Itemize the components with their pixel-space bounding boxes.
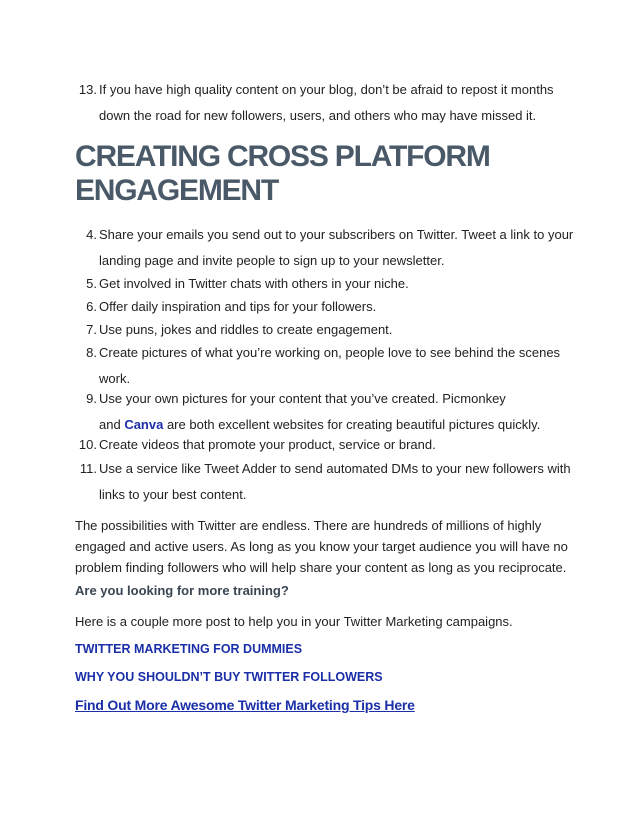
list-text-line1: Create pictures of what you’re working on, people love to see behind the scenes — [99, 345, 561, 360]
link-twitter-marketing-for-dummies[interactable]: TWITTER MARKETING FOR DUMMIES — [75, 642, 303, 656]
list-text-line1: Use a service like Tweet Adder to send automated DMs to your new followers with — [99, 461, 571, 476]
list-text-line2: landing page and invite people to sign up to your newsletter. — [99, 253, 445, 268]
heading-line1: CREATING CROSS PLATFORM — [75, 140, 490, 173]
line2-prefix: and — [99, 417, 125, 432]
training-question: Are you looking for more training? — [75, 583, 289, 598]
body-paragraph — [75, 515, 575, 578]
section-heading — [75, 140, 595, 208]
list-text-line2: work. — [99, 371, 131, 386]
list-number: 4. — [86, 227, 97, 242]
list-number: 11. — [79, 461, 97, 476]
paragraph-line3: problem finding followers who will help share your content as long as you reciprocate. — [75, 560, 567, 575]
list-text-line1: Get involved in Twitter chats with others in your niche. — [99, 276, 409, 291]
list-number: 7. — [86, 322, 97, 337]
paragraph-line1: The possibilities with Twitter are endless. There are hundreds of millions of highly — [75, 518, 542, 533]
list-number: 6. — [86, 299, 97, 314]
list-text-line2: down the road for new followers, users, and others who may have missed it. — [99, 108, 537, 123]
links-intro: Here is a couple more post to help you in your Twitter Marketing campaigns. — [75, 614, 513, 629]
link-why-you-shouldnt-buy-followers[interactable]: WHY YOU SHOULDN’T BUY TWITTER FOLLOWERS — [75, 670, 383, 684]
list-text-line1: Create videos that promote your product, service or brand. — [99, 437, 436, 452]
line2-suffix: are both excellent websites for creating beautiful pictures quickly. — [163, 417, 541, 432]
list-number: 8. — [86, 345, 97, 360]
list-text-line1: Offer daily inspiration and tips for your followers. — [99, 299, 377, 314]
list-text-line1: Use puns, jokes and riddles to create engagement. — [99, 322, 393, 337]
list-text-line2: links to your best content. — [99, 487, 247, 502]
canva-link[interactable]: Canva — [124, 417, 164, 432]
list-text-line1: Share your emails you send out to your subscribers on Twitter. Tweet a link to your — [99, 227, 574, 242]
paragraph-line2: engaged and active users. As long as you know your target audience you will have no — [75, 539, 568, 554]
list-number: 13. — [78, 82, 97, 97]
list-number: 9. — [86, 391, 97, 406]
list-text-line1: Use your own pictures for your content that you’ve created. Picmonkey — [99, 391, 506, 406]
heading-line2: ENGAGEMENT — [75, 174, 279, 207]
list-number: 10. — [78, 437, 97, 452]
list-text-line1: If you have high quality content on your blog, don’t be afraid to repost it months — [99, 82, 554, 97]
link-more-twitter-tips[interactable]: Find Out More Awesome Twitter Marketing Tips Here — [75, 697, 415, 713]
list-number: 5. — [86, 276, 97, 291]
